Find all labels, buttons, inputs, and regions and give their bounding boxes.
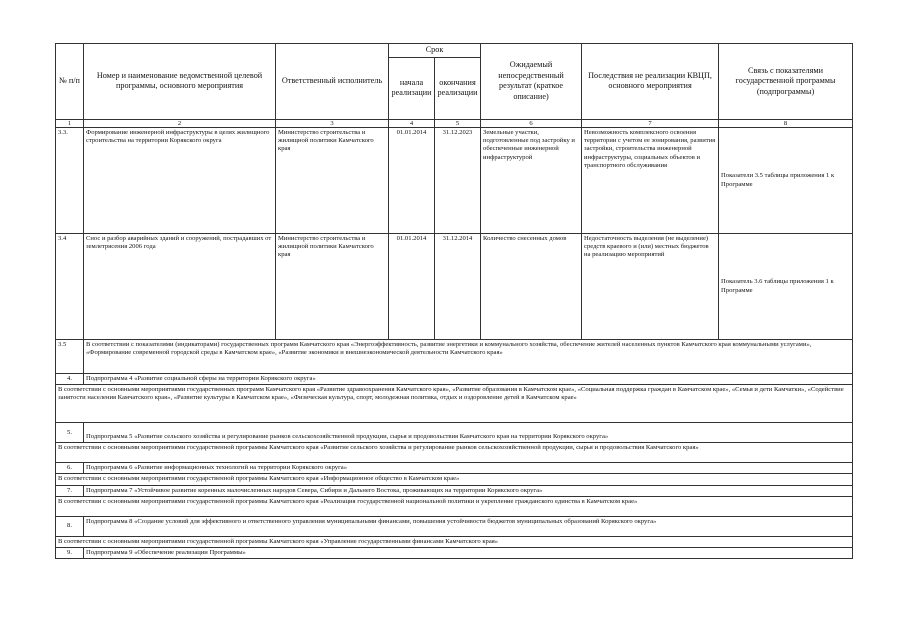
header-no: № п/п	[56, 44, 84, 120]
table-row	[56, 340, 853, 374]
col-number: 8	[719, 119, 853, 128]
col-number: 3	[276, 119, 389, 128]
header-consequences: Последствия не реализации КВЦП, основного мероприятия	[582, 44, 719, 120]
subprogram-row	[56, 423, 853, 443]
subprogram-note: В соответствии с основными мероприятиями государственной программы Камчатского края «Информационное общество в Камчатском крае»	[56, 474, 853, 485]
row-no: 3.3.	[56, 128, 84, 234]
subprogram-note: В соответствии с основными мероприятиями государственных программ Камчатского края «Развитие здравоохранения Камчатского края», «Развитие образования в Камчатском крае», «Социальная поддержка граждан в Камчатском крае», «Семья и дети Камчатки», «Содействие занятости населения Камчатского края», «Развитие культуры в Камчатском крае», «Физическая культура, спорт, молодежная политика, отдых и оздоровление детей в Камчатском крае»	[56, 385, 853, 423]
program-table	[55, 43, 853, 559]
row-result: Земельные участки, подготовленные под застройку и обеспеченные инженерной инфраструктурой	[481, 128, 582, 234]
header-link: Связь с показателями государственной программы (подпрограммы)	[719, 44, 853, 120]
col-number: 7	[582, 119, 719, 128]
row-start: 01.01.2014	[389, 234, 435, 340]
row-result: Количество снесенных домов	[481, 234, 582, 340]
row-consequences: Недостаточность выделения (не выделение) средств краевого и (или) местных бюджетов на реализацию мероприятий	[582, 234, 719, 340]
table-row	[56, 128, 853, 234]
row-executor: Министерство строительства и жилищной политики Камчатского края	[276, 234, 389, 340]
subprogram-no: 5.	[56, 423, 84, 443]
header-end: окончания реализации	[435, 57, 481, 119]
subprogram-no: 9.	[56, 548, 84, 559]
subprogram-row	[56, 548, 853, 559]
subprogram-no: 4.	[56, 374, 84, 385]
row-executor: Министерство строительства и жилищной политики Камчатского края	[276, 128, 389, 234]
col-number: 1	[56, 119, 84, 128]
row-end: 31.12.2014	[435, 234, 481, 340]
subprogram-no: 6.	[56, 463, 84, 474]
subprogram-title: Подпрограмма 7 «Устойчивое развитие коренных малочисленных народов Севера, Сибири и Дальнего Востока, проживающих на территории Корякского округа»	[84, 485, 853, 496]
subprogram-note-row	[56, 496, 853, 516]
subprogram-note: В соответствии с основными мероприятиями государственной программы Камчатского края «Реализация государственной национальной политики и укрепление гражданского единства в Камчатском крае»	[56, 496, 853, 516]
subprogram-title: Подпрограмма 9 «Обеспечение реализации Программы»	[84, 548, 853, 559]
subprogram-no: 7.	[56, 485, 84, 496]
subprogram-row	[56, 374, 853, 385]
row-no: 3.4	[56, 234, 84, 340]
col-number: 5	[435, 119, 481, 128]
subprogram-note-row	[56, 536, 853, 547]
subprogram-row	[56, 463, 853, 474]
subprogram-title: Подпрограмма 8 «Создание условий для эффективного и ответственного управления муниципальными финансами, повышения устойчивости бюджетов муниципальных образований Корякского округа»	[84, 516, 853, 536]
row-start: 01.01.2014	[389, 128, 435, 234]
subprogram-note-row	[56, 474, 853, 485]
col-number: 6	[481, 119, 582, 128]
subprogram-title: Подпрограмма 5 «Развитие сельского хозяйства и регулирование рынков сельскохозяйственной продукции, сырья и продовольствия Камчатского края на территории Корякского округа»	[84, 423, 853, 443]
col-number: 2	[84, 119, 276, 128]
row-indicators-text: В соответствии с показателями (индикаторами) государственных программ Камчатского края «Энергоэффективность, развитие энергетики и коммунального хозяйства, обеспечение жителей населенных пунктов Камчатского края коммунальными услугами», «Формирование современной городской среды в Камчатском крае», «Развитие экономики и внешнеэкономической деятельности Камчатского края»	[84, 340, 853, 374]
row-no: 3.5	[56, 340, 84, 374]
subprogram-note: В соответствии с основными мероприятиями государственной программы Камчатского края «Развитие сельского хозяйства и регулирование рынков сельскохозяйственной продукции, сырья и продовольствия Камчатского края»	[56, 443, 853, 463]
header-name: Номер и наименование ведомственной целевой программы, основного мероприятия	[84, 44, 276, 120]
col-number: 4	[389, 119, 435, 128]
subprogram-title: Подпрограмма 4 «Развитие социальной сферы на территории Корякского округа»	[84, 374, 853, 385]
subprogram-row	[56, 485, 853, 496]
subprogram-note: В соответствии с основными мероприятиями государственной программы Камчатского края «Управление государственными финансами Камчатского края»	[56, 536, 853, 547]
row-name: Формирование инженерной инфраструктуры в целях жилищного строительства на территории Корякского округа	[84, 128, 276, 234]
header-start: начала реализации	[389, 57, 435, 119]
subprogram-title: Подпрограмма 6 «Развитие информационных технологий на территории Корякского округа»	[84, 463, 853, 474]
subprogram-note-row	[56, 385, 853, 423]
subprogram-row	[56, 516, 853, 536]
row-name: Снос и разбор аварийных зданий и сооружений, пострадавших от землетрясения 2006 года	[84, 234, 276, 340]
subprogram-note-row	[56, 443, 853, 463]
subprogram-no: 8.	[56, 516, 84, 536]
row-link: Показатель 3.6 таблицы приложения 1 к Программе	[719, 234, 853, 340]
row-consequences: Невозможность комплексного освоения территории с учетом ее зонирования, развития застройки, строительства инженерной инфраструктуры, социальных объектов и транспортного обслуживания	[582, 128, 719, 234]
row-link: Показатели 3.5 таблицы приложения 1 к Программе	[719, 128, 853, 234]
table-row	[56, 234, 853, 340]
header-executor: Ответственный исполнитель	[276, 44, 389, 120]
header-result: Ожидаемый непосредственный результат (краткое описание)	[481, 44, 582, 120]
header-term: Срок	[389, 44, 481, 58]
row-end: 31.12.2023	[435, 128, 481, 234]
